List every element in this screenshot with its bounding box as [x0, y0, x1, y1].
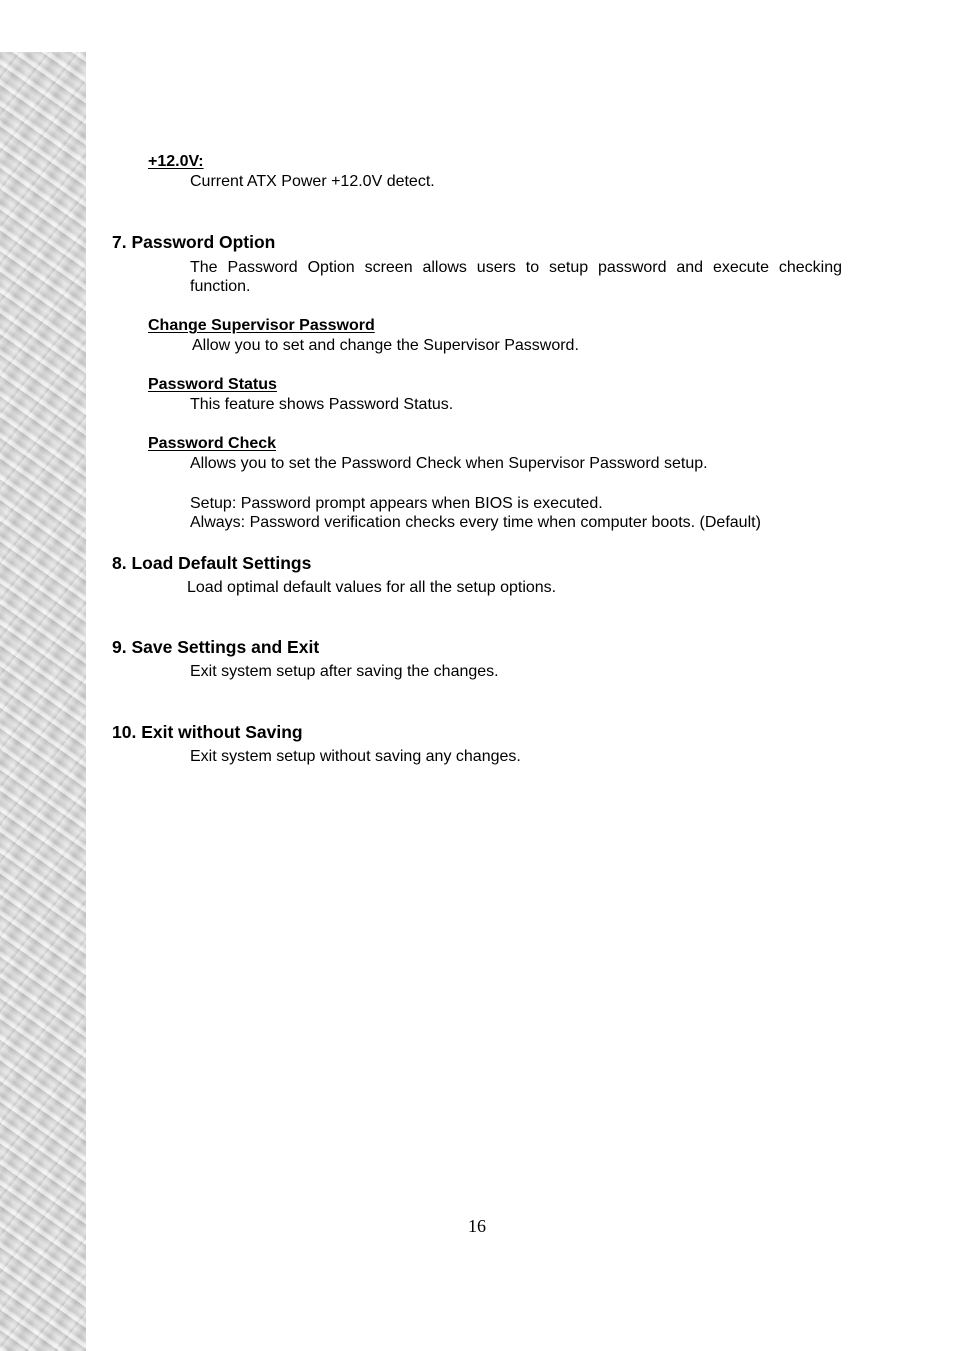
password-check-setup-option: Setup: Password prompt appears when BIOS is executed. — [190, 495, 603, 512]
marble-side-border — [0, 52, 86, 1351]
section-10-heading: 10. Exit without Saving — [112, 722, 303, 742]
v12-label: +12.0V: — [148, 153, 204, 170]
password-check-always-option: Always: Password verification checks every time when computer boots. (Default) — [190, 514, 761, 531]
change-supervisor-password-description: Allow you to set and change the Supervisor Password. — [192, 337, 579, 354]
section-9-heading: 9. Save Settings and Exit — [112, 637, 320, 657]
v12-description: Current ATX Power +12.0V detect. — [190, 173, 435, 190]
section-7-heading: 7. Password Option — [112, 232, 276, 252]
section-8-description: Load optimal default values for all the setup options. — [187, 579, 557, 596]
section-10-description: Exit system setup without saving any changes. — [190, 748, 521, 765]
page-number: 16 — [468, 1216, 486, 1236]
change-supervisor-password-title: Change Supervisor Password — [148, 317, 375, 334]
password-status-description: This feature shows Password Status. — [190, 396, 454, 413]
password-status-title: Password Status — [148, 376, 277, 393]
section-7-intro: The Password Option screen allows users to setup password and execute checking function. — [190, 259, 842, 295]
section-8-heading: 8. Load Default Settings — [112, 553, 312, 573]
password-check-description: Allows you to set the Password Check when Supervisor Password setup. — [190, 455, 708, 472]
password-check-title: Password Check — [148, 435, 277, 452]
section-9-description: Exit system setup after saving the changes. — [190, 663, 499, 680]
